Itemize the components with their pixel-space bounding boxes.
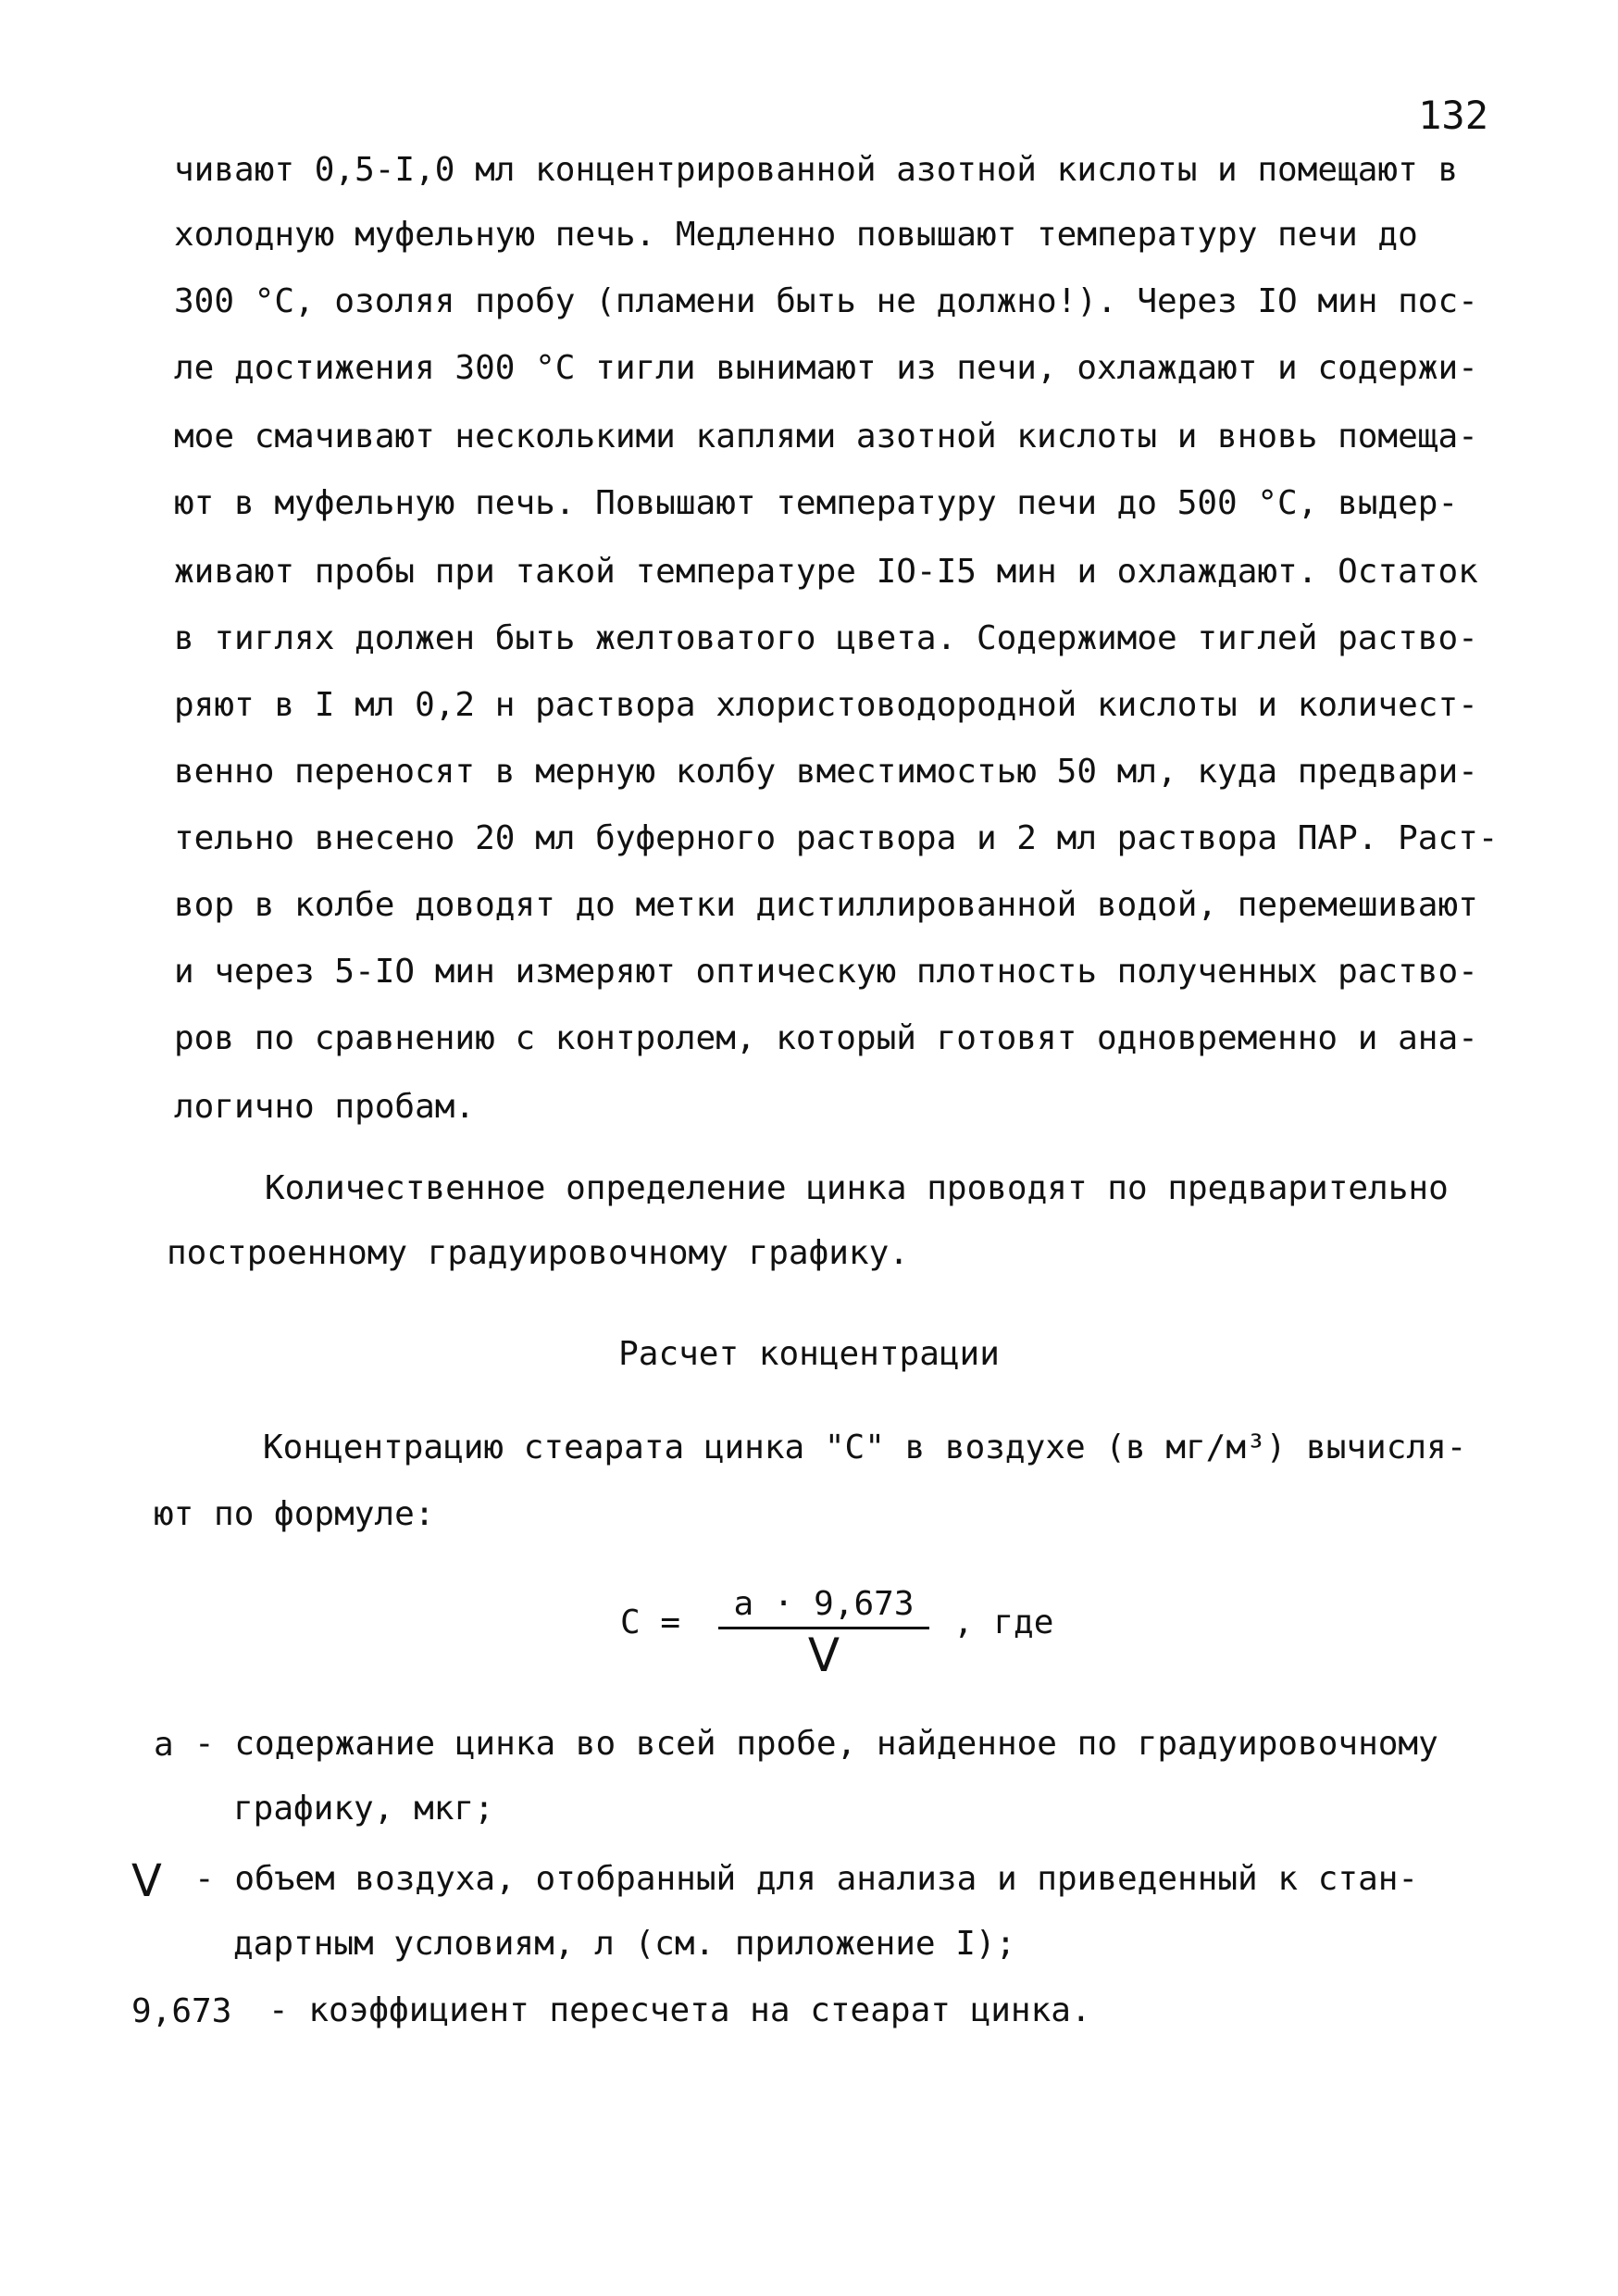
formula-fraction [713, 1585, 935, 1681]
formula-denominator: V [807, 1628, 840, 1682]
text-line: ров по сравнению с контролем, который готовят одновременно и ана- [174, 1019, 1478, 1057]
text-line: Концентрацию стеарата цинка "С" в воздухе (в мг/м³) вычисля- [263, 1429, 1467, 1466]
page-number: 132 [1418, 93, 1488, 138]
text-line: мое смачивают несколькими каплями азотной кислоты и вновь помеща- [174, 418, 1478, 455]
text-line: венно переносят в мерную колбу вместимостью 50 мл, куда предвари- [174, 753, 1478, 791]
definition-text: - объем воздуха, отобранный для анализа и приведенный к стан- [194, 1860, 1419, 1898]
text-line: вор в колбе доводят до метки дистиллированной водой, перемешивают [174, 886, 1478, 924]
text-line: ряют в I мл 0,2 н раствора хлористоводородной кислоты и количест- [174, 686, 1478, 724]
text-line: живают пробы при такой температуре IO-I5 мин и охлаждают. Остаток [174, 553, 1478, 591]
definition-text: - содержание цинка во всей пробе, найденное по градуировочному [194, 1725, 1438, 1763]
formula [620, 1585, 1101, 1705]
section-heading: Расчет концентрации [618, 1335, 1000, 1373]
text-line: в тиглях должен быть желтоватого цвета. Содержимое тиглей раство- [174, 619, 1478, 657]
text-line: Количественное определение цинка проводят по предварительно [265, 1169, 1449, 1207]
text-line: и через 5-IO мин измеряют оптическую плотность полученных раство- [174, 953, 1478, 991]
text-line: ют в муфельную печь. Повышают температуру печи до 500 °С, выдер- [174, 484, 1459, 522]
definition-term: V [131, 1855, 162, 1907]
formula-lhs: С = [620, 1603, 681, 1641]
text-line: логично пробам. [174, 1088, 476, 1126]
definition-text: - коэффициент пересчета на стеарат цинка. [268, 1991, 1091, 2029]
text-line: ют по формуле: [154, 1495, 435, 1533]
definition-text: дартным условиям, л (см. приложение I); [233, 1925, 1016, 1963]
formula-tail: , где [953, 1603, 1054, 1641]
text-line: построенному градуировочному графику. [167, 1234, 909, 1272]
definition-text: графику, мкг; [233, 1790, 494, 1828]
definition-term: а [154, 1726, 174, 1764]
text-line: тельно внесено 20 мл буферного раствора и 2 мл раствора ПАР. Раст- [174, 819, 1499, 857]
text-line: ле достижения 300 °С тигли вынимают из печи, охлаждают и содержи- [174, 349, 1478, 387]
text-line: холодную муфельную печь. Медленно повышают температуру печи до [174, 216, 1418, 254]
text-line: 300 °С, озоляя пробу (пламени быть не должно!). Через IO мин пос- [174, 282, 1478, 320]
definition-term: 9,673 [131, 1992, 232, 2030]
formula-numerator: а · 9,673 [733, 1585, 915, 1623]
text-line: чивают 0,5-I,0 мл концентрированной азотной кислоты и помещают в [174, 151, 1459, 189]
